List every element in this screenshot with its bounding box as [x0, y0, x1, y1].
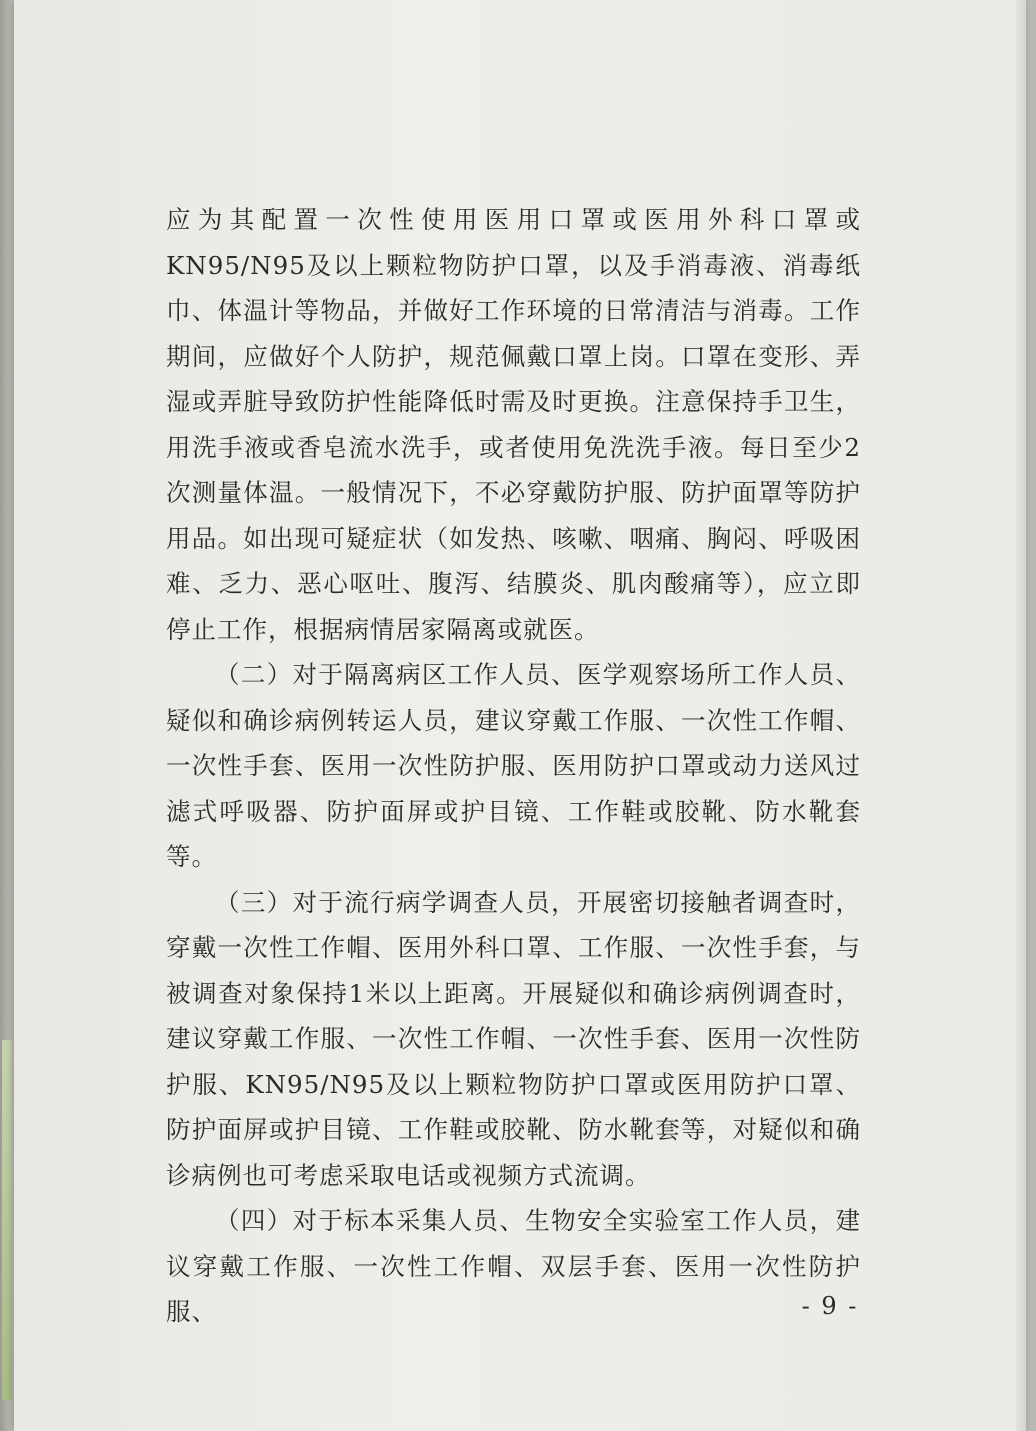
scanner-left-edge [0, 0, 14, 1431]
binder-tab [2, 1040, 12, 1400]
paragraph-section-2: （二）对于隔离病区工作人员、医学观察场所工作人员、疑似和确诊病例转运人员，建议穿戴工作服、一次性工作帽、一次性手套、医用一次性防护服、医用防护口罩或动力送风过滤式呼吸器、防护面屏或护目镜、工作鞋或胶靴、防水靴套等。 [166, 660, 861, 871]
document-body [166, 197, 861, 1335]
paragraph-section-3: （三）对于流行病学调查人员，开展密切接触者调查时，穿戴一次性工作帽、医用外科口罩、工作服、一次性手套，与被调查对象保持1米以上距离。开展疑似和确诊病例调查时，建议穿戴工作服、一次性工作帽、一次性手套、医用一次性防护服、KN95/N95及以上颗粒物防护口罩或医用防护口罩、防护面屏或护目镜、工作鞋或胶靴、防水靴套等，对疑似和确诊病例也可考虑采取电话或视频方式流调。 [166, 887, 861, 1190]
page-right-edge [1016, 0, 1026, 1431]
page-number: - 9 - [801, 1292, 859, 1320]
paragraph-section-4: （四）对于标本采集人员、生物安全实验室工作人员，建议穿戴工作服、一次性工作帽、双层手套、医用一次性防护服、 [166, 1206, 861, 1326]
paragraph-continuation: 应为其配置一次性使用医用口罩或医用外科口罩或KN95/N95及以上颗粒物防护口罩，以及手消毒液、消毒纸巾、体温计等物品，并做好工作环境的日常清洁与消毒。工作期间，应做好个人防护，规范佩戴口罩上岗。口罩在变形、弄湿或弄脏导致防护性能降低时需及时更换。注意保持手卫生，用洗手液或香皂流水洗手，或者使用免洗洗手液。每日至少2次测量体温。一般情况下，不必穿戴防护服、防护面罩等防护用品。如出现可疑症状（如发热、咳嗽、咽痛、胸闷、呼吸困难、乏力、恶心呕吐、腹泻、结膜炎、肌肉酸痛等），应立即停止工作，根据病情居家隔离或就医。 [166, 205, 861, 644]
